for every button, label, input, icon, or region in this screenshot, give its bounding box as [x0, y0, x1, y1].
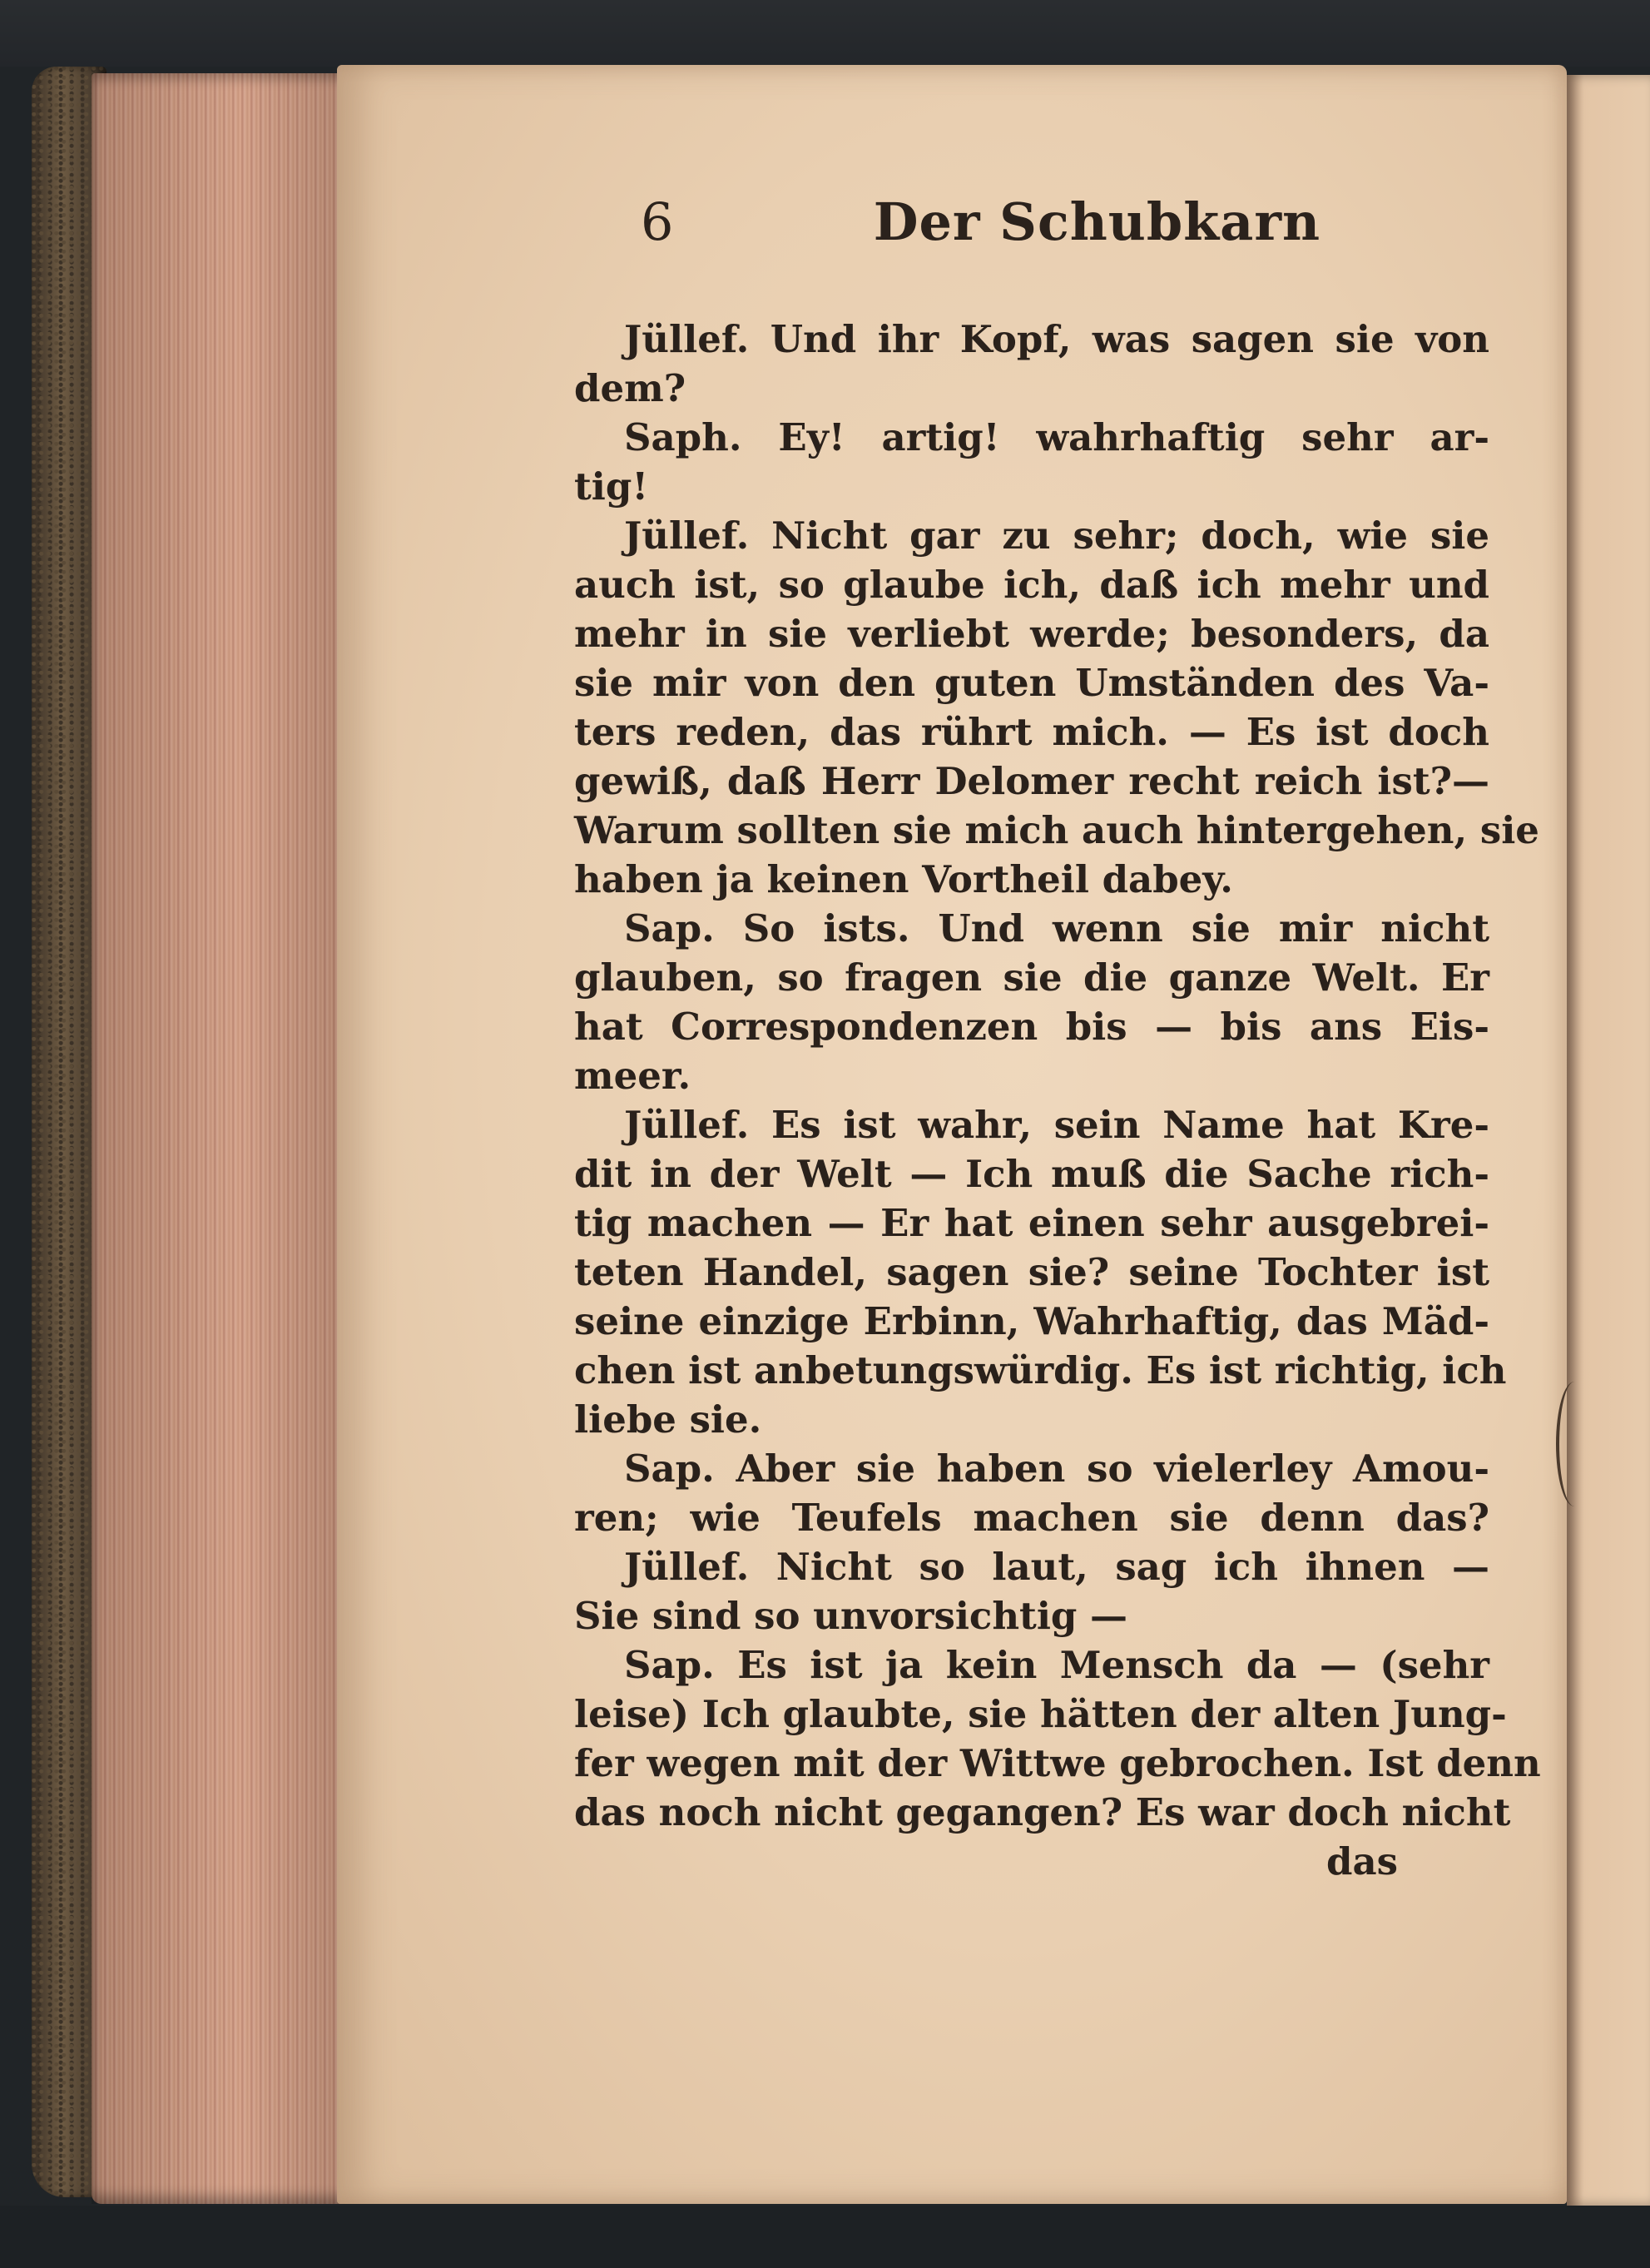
- text-line: Sie sind so unvorsichtig —: [574, 1594, 1128, 1638]
- text-line: Sap. So ists. Und wenn sie mir nicht: [624, 906, 1489, 950]
- backdrop-bottom: [0, 2206, 1650, 2268]
- running-title: Der Schubkarn: [873, 191, 1321, 252]
- text-line: leise) Ich glaubte, sie hätten der alten Jung-: [574, 1692, 1507, 1736]
- text-line: chen ist anbetungswürdig. Es ist richtig, ich: [574, 1348, 1507, 1392]
- text-line: Saph. Ey! artig! wahrhaftig sehr ar-: [624, 415, 1489, 459]
- text-line: ters reden, das rührt mich. — Es ist doch: [574, 710, 1489, 754]
- body-text: [574, 315, 1541, 1886]
- text-line: Warum sollten sie mich auch hintergehen, sie: [574, 808, 1539, 852]
- text-line: sie mir von den guten Umständen des Va-: [574, 661, 1489, 705]
- text-line: ren; wie Teufels machen sie denn das?: [574, 1496, 1489, 1540]
- backdrop-top: [0, 0, 1650, 67]
- text-line: Sap. Es ist ja kein Mensch da — (sehr: [624, 1643, 1489, 1687]
- text-line: liebe sie.: [574, 1397, 762, 1442]
- page-number: 6: [641, 191, 674, 252]
- text-line: teten Handel, sagen sie? seine Tochter ist: [574, 1250, 1489, 1294]
- text-line: fer wegen mit der Wittwe gebrochen. Ist denn: [574, 1741, 1541, 1785]
- next-page-mark: [1556, 1382, 1593, 1506]
- text-line: dit in der Welt — Ich muß die Sache rich-: [574, 1152, 1489, 1196]
- text-line: Sap. Aber sie haben so vielerley Amou-: [624, 1447, 1489, 1491]
- text-line: mehr in sie verliebt werde; besonders, da: [574, 612, 1489, 656]
- text-line: Jüllef. Nicht gar zu sehr; doch, wie sie: [624, 514, 1489, 558]
- text-line: tig machen — Er hat einen sehr ausgebrei-: [574, 1201, 1489, 1245]
- text-line: Jüllef. Es ist wahr, sein Name hat Kre-: [624, 1103, 1489, 1147]
- text-line: haben ja keinen Vortheil dabey.: [574, 857, 1233, 901]
- text-line: seine einzige Erbinn, Wahrhaftig, das Mäd-: [574, 1299, 1489, 1343]
- text-line: meer.: [574, 1054, 691, 1098]
- text-line: dem?: [574, 366, 686, 410]
- catchword: das: [1326, 1839, 1398, 1883]
- text-line: das noch nicht gegangen? Es war doch nicht: [574, 1790, 1511, 1834]
- next-page-edge: [1567, 75, 1650, 2206]
- text-line: gewiß, daß Herr Delomer recht reich ist?—: [574, 759, 1489, 803]
- text-line: hat Correspondenzen bis — bis ans Eis-: [574, 1005, 1489, 1049]
- text-line: Jüllef. Nicht so laut, sag ich ihnen —: [624, 1545, 1489, 1589]
- text-line: tig!: [574, 464, 649, 509]
- running-head: [641, 191, 1473, 252]
- text-line: Jüllef. Und ihr Kopf, was sagen sie von: [624, 317, 1489, 361]
- text-line: auch ist, so glaube ich, daß ich mehr und: [574, 563, 1489, 607]
- text-line: glauben, so fragen sie die ganze Welt. Er: [574, 955, 1489, 1000]
